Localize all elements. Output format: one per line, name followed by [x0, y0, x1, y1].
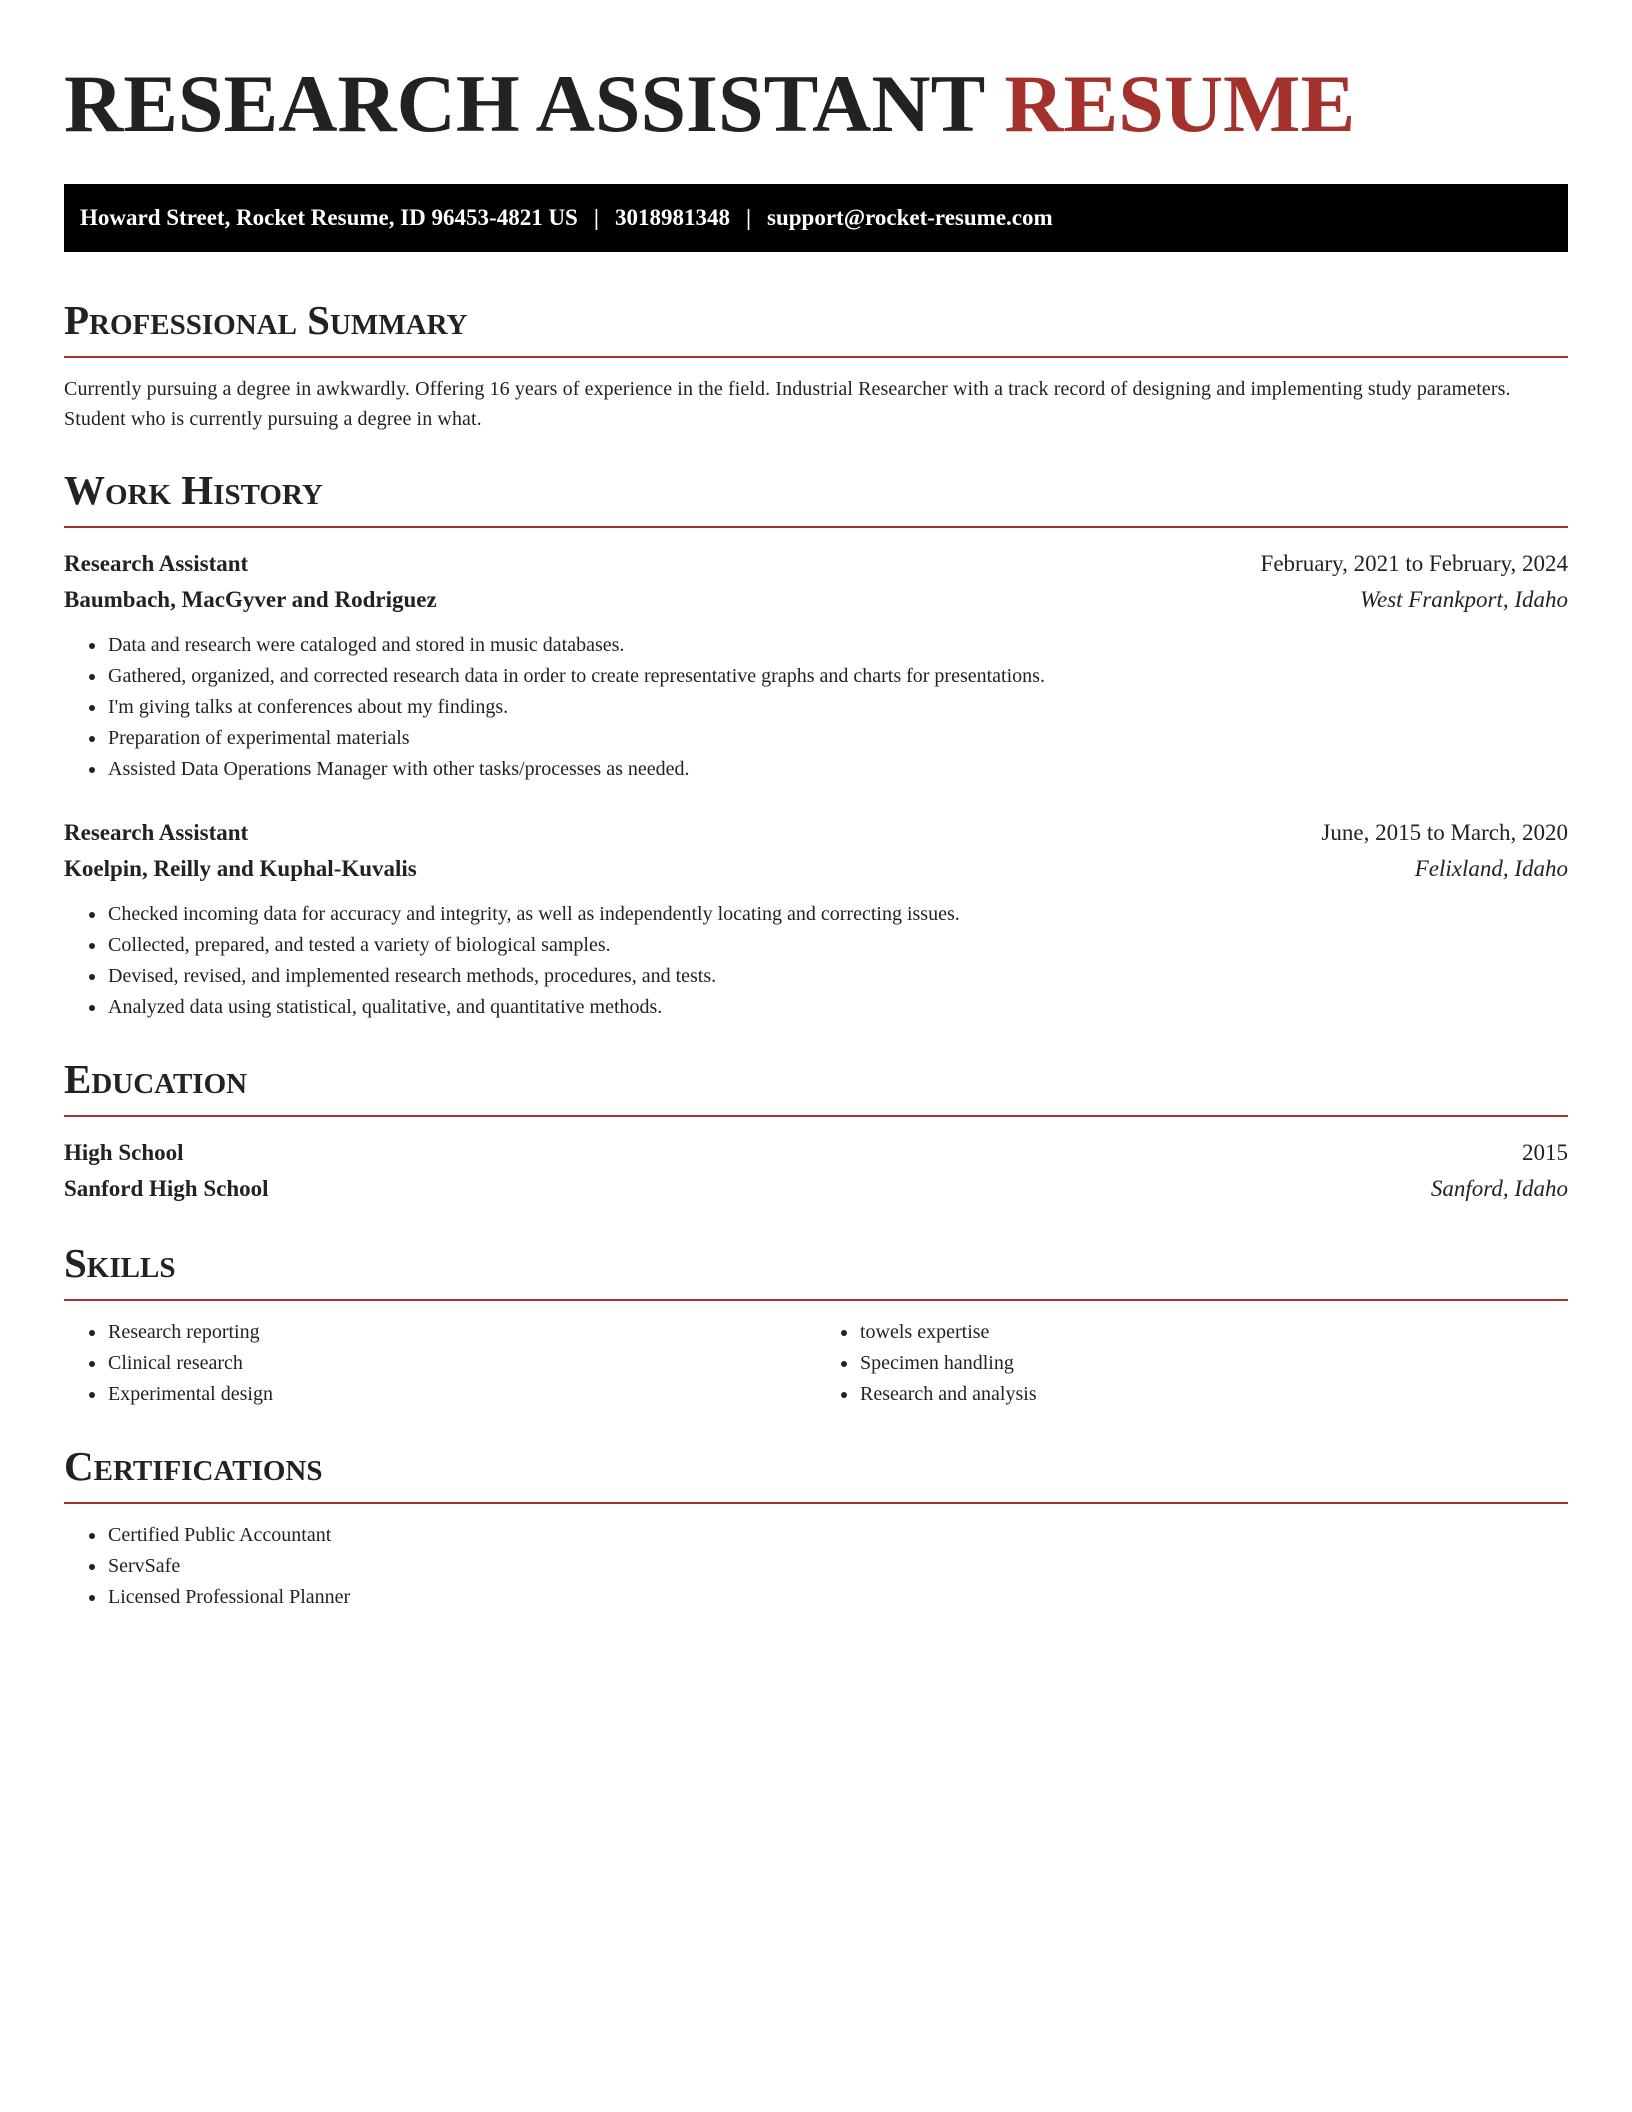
section-heading-skills: Skills	[64, 1237, 1568, 1301]
job-bullets	[64, 899, 1568, 1023]
contact-phone: 3018981348	[614, 205, 730, 230]
contact-separator: |	[745, 205, 752, 230]
job-entry	[64, 815, 1568, 1023]
skill-item: • Specimen handling	[859, 1348, 1568, 1379]
certifications-list	[64, 1520, 1568, 1613]
job-title-row	[64, 815, 1568, 851]
job-bullet: • Checked incoming data for accuracy and integrity, as well as independently locating and correcting issues.	[107, 899, 1568, 930]
resume-title	[64, 54, 1568, 154]
education-location: Sanford, Idaho	[1430, 1176, 1568, 1201]
job-bullet: • Preparation of experimental materials	[107, 723, 1568, 754]
section-heading-education: Education	[64, 1053, 1568, 1117]
education-degree: High School	[64, 1140, 184, 1165]
certification-item: • ServSafe	[107, 1551, 1568, 1582]
job-bullet: • Analyzed data using statistical, qualitative, and quantitative methods.	[107, 992, 1568, 1023]
job-company: Baumbach, MacGyver and Rodriguez	[64, 587, 437, 612]
job-entry	[64, 546, 1568, 785]
title-main: RESEARCH ASSISTANT	[64, 58, 984, 149]
education-school: Sanford High School	[64, 1176, 269, 1201]
certification-item: • Licensed Professional Planner	[107, 1582, 1568, 1613]
job-bullet: • Data and research were cataloged and stored in music databases.	[107, 630, 1568, 661]
job-bullets	[64, 630, 1568, 785]
job-bullet: • Gathered, organized, and corrected research data in order to create representative graphs and charts for presentations.	[107, 661, 1568, 692]
job-company-row	[64, 582, 1568, 618]
job-dates: February, 2021 to February, 2024	[1260, 551, 1568, 576]
education-year: 2015	[1522, 1140, 1568, 1165]
section-heading-summary: Professional Summary	[64, 294, 1568, 358]
skills-list-left	[64, 1317, 816, 1410]
contact-separator: |	[593, 205, 599, 230]
job-bullet: • I'm giving talks at conferences about my findings.	[107, 692, 1568, 723]
job-title: Research Assistant	[64, 551, 249, 576]
education-degree-row	[64, 1135, 1568, 1171]
certifications-block	[64, 1520, 1568, 1613]
job-title: Research Assistant	[64, 820, 249, 845]
skill-item: • Clinical research	[107, 1348, 816, 1379]
contact-bar	[64, 184, 1568, 252]
job-company-row	[64, 851, 1568, 887]
title-accent: RESUME	[1004, 58, 1356, 149]
job-location: West Frankport, Idaho	[1359, 587, 1568, 612]
skill-item: • towels expertise	[859, 1317, 1568, 1348]
education-entry	[64, 1135, 1568, 1207]
job-bullet: • Collected, prepared, and tested a variety of biological samples.	[107, 930, 1568, 961]
education-school-row	[64, 1171, 1568, 1207]
job-bullet: • Devised, revised, and implemented research methods, procedures, and tests.	[107, 961, 1568, 992]
job-bullet: • Assisted Data Operations Manager with other tasks/processes as needed.	[107, 754, 1568, 785]
contact-email: support@rocket-resume.com	[767, 205, 1053, 230]
job-location: Felixland, Idaho	[1414, 856, 1568, 881]
job-title-row	[64, 546, 1568, 582]
contact-address: Howard Street, Rocket Resume, ID 96453-4821 US	[80, 205, 578, 230]
section-heading-work-history: Work History	[64, 464, 1568, 528]
skill-item: • Research reporting	[107, 1317, 816, 1348]
section-heading-certifications: Certifications	[64, 1440, 1568, 1504]
skills-grid	[64, 1317, 1568, 1410]
job-dates: June, 2015 to March, 2020	[1321, 820, 1568, 845]
skill-item: • Research and analysis	[859, 1379, 1568, 1410]
certification-item: • Certified Public Accountant	[107, 1520, 1568, 1551]
summary-text: Currently pursuing a degree in awkwardly. Offering 16 years of experience in the field. Industrial Researcher with a track record of designing and implementing study parameters. Student who is currently pursuing a degree in what.	[64, 378, 1511, 430]
job-company: Koelpin, Reilly and Kuphal-Kuvalis	[64, 856, 417, 881]
skills-list-right	[816, 1317, 1568, 1410]
skill-item: • Experimental design	[107, 1379, 816, 1410]
